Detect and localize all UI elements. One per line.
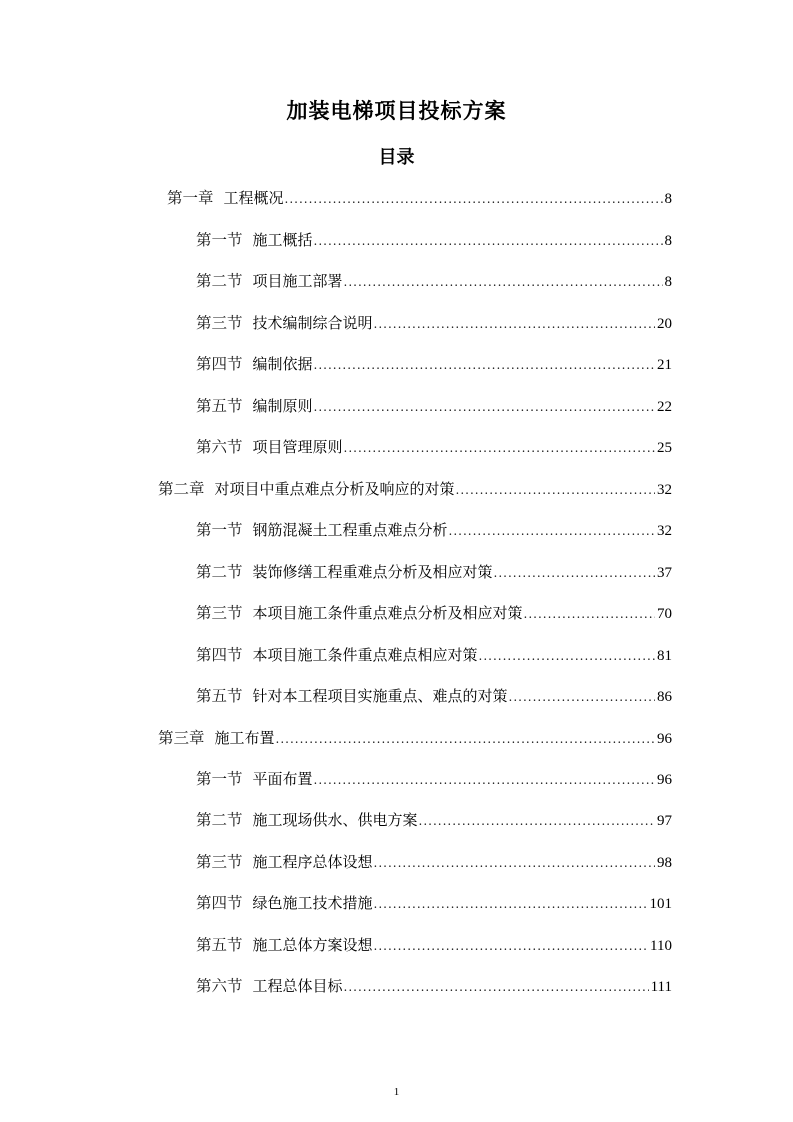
toc-dot-leader (344, 974, 649, 1000)
toc-entry-title: 针对本工程项目实施重点、难点的对策 (252, 687, 508, 705)
toc-entry-section[interactable] (196, 434, 672, 460)
toc-entry-number: 第一节 (196, 231, 243, 249)
toc-dot-leader (479, 643, 655, 669)
toc-dot-leader (285, 186, 663, 212)
toc-entry-page: 70 (657, 606, 672, 622)
toc-entry-page: 20 (657, 316, 672, 332)
toc-entry-number: 第一节 (196, 770, 243, 788)
toc-entry-number: 第五节 (196, 687, 243, 705)
toc-entry-page: 110 (650, 938, 672, 954)
toc-heading: 目录 (378, 147, 415, 168)
toc-entry-page: 32 (657, 482, 672, 498)
toc-entry-title: 编制依据 (252, 355, 313, 373)
toc-entry-page: 111 (650, 979, 672, 995)
toc-entry-section[interactable] (196, 310, 672, 336)
toc-entry-page: 97 (657, 813, 672, 829)
toc-dot-leader (449, 518, 655, 544)
toc-entry-title: 工程总体目标 (252, 977, 343, 995)
toc-entry-number: 第六节 (196, 977, 243, 995)
toc-entry-title: 装饰修缮工程重难点分析及相应对策 (252, 563, 493, 581)
page-number: 1 (393, 1086, 400, 1098)
toc-entry-number: 第五节 (196, 397, 243, 415)
toc-entry-page: 32 (657, 523, 672, 539)
toc-dot-leader (494, 560, 655, 586)
toc-entry-title: 绿色施工技术措施 (252, 894, 373, 912)
toc-entry-title: 钢筋混凝土工程重点难点分析 (252, 521, 448, 539)
toc-dot-leader (419, 808, 655, 834)
toc-entry-title: 施工布置 (214, 729, 275, 747)
toc-entry-section[interactable] (196, 973, 672, 999)
toc-entry-number: 第二章 (158, 480, 205, 498)
toc-entry-page: 86 (657, 689, 672, 705)
toc-entry-section[interactable] (196, 807, 672, 833)
toc-entry-section[interactable] (196, 642, 672, 668)
toc-entry-section[interactable] (196, 683, 672, 709)
toc-entry-page: 25 (657, 440, 672, 456)
toc-entry-section[interactable] (196, 559, 672, 585)
toc-entry-title: 本项目施工条件重点难点相应对策 (252, 646, 478, 664)
toc-entry-title: 平面布置 (252, 770, 313, 788)
toc-entry-number: 第二节 (196, 272, 243, 290)
toc-entry-title: 施工总体方案设想 (252, 936, 373, 954)
document-title: 加装电梯项目投标方案 (286, 99, 507, 123)
toc-entry-title: 项目管理原则 (252, 438, 343, 456)
toc-entry-section[interactable] (196, 766, 672, 792)
toc-entry-number: 第二节 (196, 563, 243, 581)
toc-entry-page: 101 (649, 896, 672, 912)
toc-entry-page: 96 (657, 772, 672, 788)
toc-entry-title: 施工概括 (252, 231, 313, 249)
toc-dot-leader (276, 726, 655, 752)
toc-entry-section[interactable] (196, 600, 672, 626)
toc-entry-number: 第五节 (196, 936, 243, 954)
toc-entry-number: 第四节 (196, 355, 243, 373)
toc-entry-page: 37 (657, 565, 672, 581)
toc-entry-section[interactable] (196, 393, 672, 419)
toc-entry-section[interactable] (196, 849, 672, 875)
toc-entry-chapter[interactable] (158, 476, 672, 502)
toc-dot-leader (344, 269, 663, 295)
toc-entry-section[interactable] (196, 351, 672, 377)
toc-entry-chapter[interactable] (167, 185, 672, 211)
toc-dot-leader (314, 228, 663, 254)
toc-entry-number: 第三章 (158, 729, 205, 747)
toc-entry-section[interactable] (196, 517, 672, 543)
toc-entry-number: 第三节 (196, 853, 243, 871)
toc-dot-leader (314, 767, 655, 793)
toc-entry-number: 第六节 (196, 438, 243, 456)
toc-dot-leader (456, 477, 655, 503)
toc-entry-page: 8 (664, 191, 672, 207)
toc-dot-leader (314, 352, 655, 378)
toc-dot-leader (314, 394, 655, 420)
toc-dot-leader (524, 601, 655, 627)
toc-entry-page: 21 (657, 357, 672, 373)
toc-dot-leader (344, 435, 655, 461)
toc-entry-title: 本项目施工条件重点难点分析及相应对策 (252, 604, 523, 622)
toc-entry-chapter[interactable] (158, 725, 672, 751)
toc-dot-leader (509, 684, 655, 710)
toc-entry-number: 第三节 (196, 314, 243, 332)
toc-entry-title: 项目施工部署 (252, 272, 343, 290)
toc-entry-number: 第四节 (196, 894, 243, 912)
toc-entry-page: 8 (664, 274, 672, 290)
toc-entry-section[interactable] (196, 932, 672, 958)
toc-entry-number: 第四节 (196, 646, 243, 664)
toc-entry-title: 技术编制综合说明 (252, 314, 373, 332)
toc-entry-section[interactable] (196, 890, 672, 916)
toc-entry-page: 96 (657, 731, 672, 747)
toc-dot-leader (374, 933, 649, 959)
toc-entry-page: 81 (657, 648, 672, 664)
toc-dot-leader (374, 850, 655, 876)
toc-entry-title: 施工现场供水、供电方案 (252, 811, 418, 829)
toc-entry-title: 工程概况 (223, 189, 284, 207)
toc-entry-title: 编制原则 (252, 397, 313, 415)
toc-entry-number: 第一节 (196, 521, 243, 539)
toc-entry-section[interactable] (196, 227, 672, 253)
toc-entry-page: 8 (664, 233, 672, 249)
toc-entry-number: 第一章 (167, 189, 214, 207)
toc-entry-number: 第二节 (196, 811, 243, 829)
toc-dot-leader (374, 311, 655, 337)
toc-entry-section[interactable] (196, 268, 672, 294)
toc-entry-title: 施工程序总体设想 (252, 853, 373, 871)
toc-entry-number: 第三节 (196, 604, 243, 622)
toc-entry-title: 对项目中重点难点分析及响应的对策 (214, 480, 455, 498)
toc-dot-leader (374, 891, 648, 917)
toc-entry-page: 22 (657, 399, 672, 415)
toc-entry-page: 98 (657, 855, 672, 871)
